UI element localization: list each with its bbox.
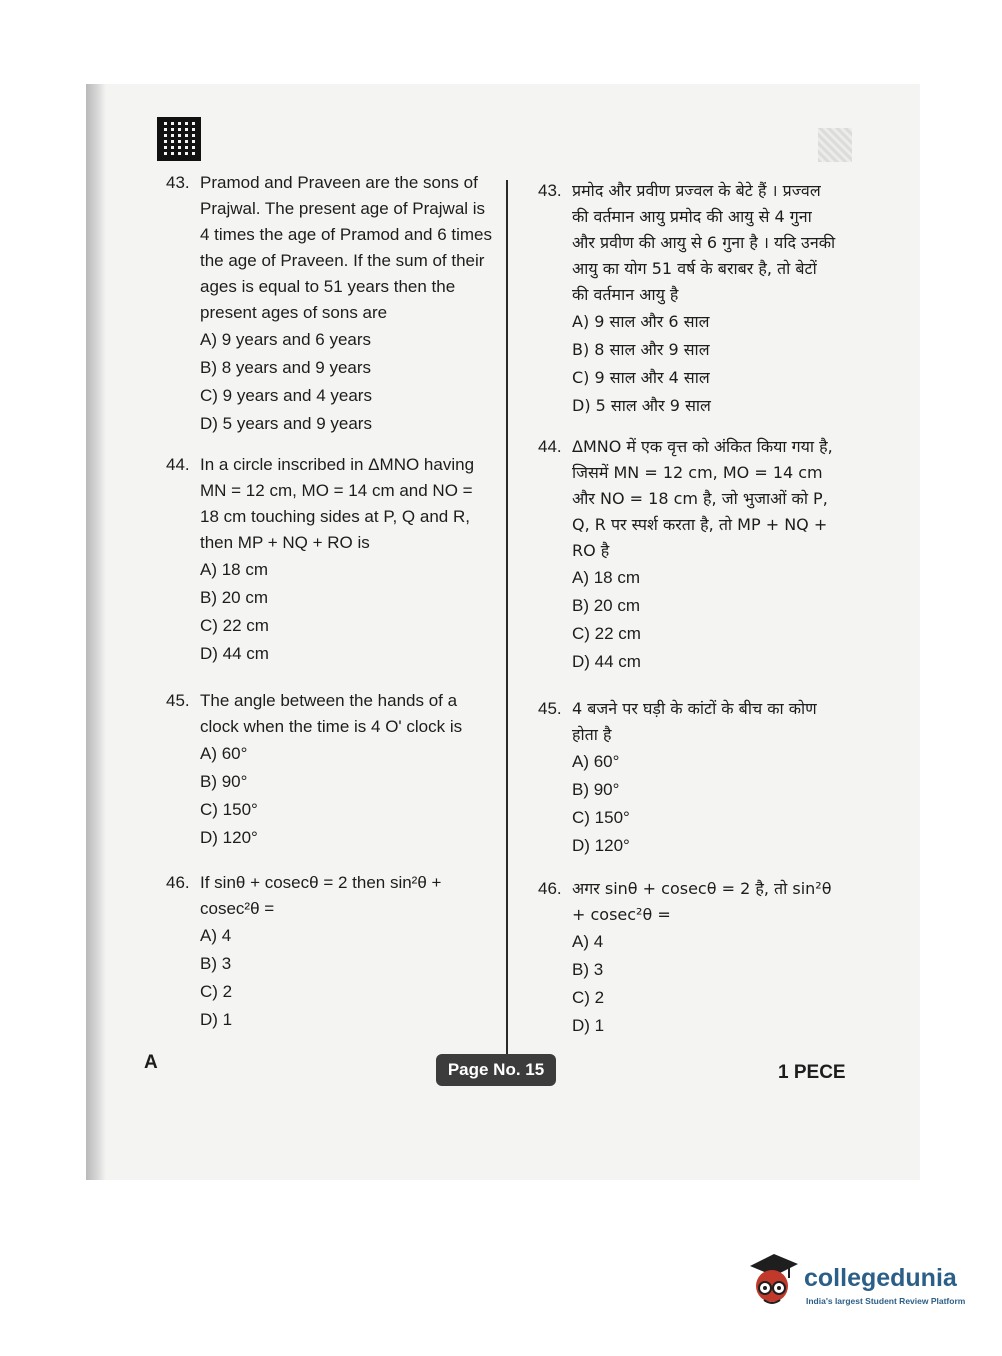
- english-column: [166, 170, 496, 1050]
- question-number: 46.: [538, 879, 562, 898]
- option-b: B) 8 साल और 9 साल: [572, 340, 710, 359]
- question-text: The angle between the hands of a clock when the time is 4 O' clock is: [200, 691, 463, 736]
- option-b: B) 8 years and 9 years: [200, 358, 372, 377]
- option-c: C) 2: [200, 982, 233, 1001]
- question-44-en: [166, 452, 496, 668]
- question-46-en: [166, 870, 496, 1034]
- option-d: D) 120°: [200, 828, 258, 847]
- faded-stamp-icon: [818, 128, 852, 162]
- brand-tagline: India's largest Student Review Platform: [806, 1296, 966, 1306]
- hindi-column: [538, 178, 838, 1056]
- question-text: अगर sinθ + cosecθ = 2 है, तो sin²θ + cosec²θ =: [572, 879, 832, 924]
- option-a: A) 18 cm: [572, 568, 641, 587]
- question-text: Pramod and Praveen are the sons of Prajwal. The present age of Prajwal is 4 times the age of Pramod and 6 times the age of Praveen. If the sum of their ages is equal to 51 years then the present ages of sons are: [200, 173, 492, 322]
- question-text: If sinθ + cosecθ = 2 then sin²θ + cosec²θ =: [200, 873, 442, 918]
- question-44-hi: [538, 434, 838, 676]
- booklet-section-label: A: [144, 1052, 158, 1073]
- option-d: D) 44 cm: [572, 652, 641, 671]
- collegedunia-watermark: [744, 1250, 970, 1320]
- question-45-hi: [538, 696, 838, 860]
- option-a: A) 4: [200, 926, 232, 945]
- option-c: C) 9 years and 4 years: [200, 386, 372, 405]
- option-d: D) 120°: [572, 836, 630, 855]
- question-number: 45.: [538, 699, 562, 718]
- question-text: 4 बजने पर घड़ी के कांटों के बीच का कोण होता है: [572, 699, 817, 744]
- option-b: B) 3: [572, 960, 604, 979]
- option-a: A) 4: [572, 932, 604, 951]
- option-b: B) 90°: [572, 780, 620, 799]
- option-a: A) 9 years and 6 years: [200, 330, 372, 349]
- question-text: प्रमोद और प्रवीण प्रज्वल के बेटे हैं । प्रज्वल की वर्तमान आयु प्रमोद की आयु से 4 गुना और प्रवीण की आयु से 6 गुना है । यदि उनकी आयु का योग 51 वर्ष के बराबर है, तो बेटों की वर्तमान आयु है: [572, 181, 836, 304]
- option-d: D) 44 cm: [200, 644, 269, 663]
- question-number: 43.: [538, 181, 562, 200]
- question-number: 45.: [166, 691, 190, 710]
- question-number: 46.: [166, 873, 190, 892]
- option-c: C) 9 साल और 4 साल: [572, 368, 710, 387]
- option-b: B) 20 cm: [200, 588, 269, 607]
- option-d: D) 5 years and 9 years: [200, 414, 372, 433]
- option-d: D) 1: [200, 1010, 233, 1029]
- question-number: 44.: [166, 455, 190, 474]
- question-45-en: [166, 688, 496, 852]
- paper-code: 1 PECE: [778, 1062, 846, 1083]
- option-c: C) 22 cm: [200, 616, 269, 635]
- option-a: A) 60°: [572, 752, 620, 771]
- option-b: B) 90°: [200, 772, 248, 791]
- qr-code-icon: [160, 120, 198, 158]
- graduate-mascot-icon: [744, 1250, 802, 1312]
- option-a: A) 9 साल और 6 साल: [572, 312, 710, 331]
- column-divider: [506, 180, 508, 1056]
- question-number: 43.: [166, 173, 190, 192]
- option-c: C) 2: [572, 988, 605, 1007]
- question-43-hi: [538, 178, 838, 420]
- brand-name: collegedunia: [804, 1264, 957, 1292]
- option-d: D) 1: [572, 1016, 605, 1035]
- option-c: C) 150°: [200, 800, 258, 819]
- option-d: D) 5 साल और 9 साल: [572, 396, 711, 415]
- option-a: A) 60°: [200, 744, 248, 763]
- option-b: B) 20 cm: [572, 596, 641, 615]
- question-text: In a circle inscribed in ΔMNO having MN = 12 cm, MO = 14 cm and NO = 18 cm touching sides at P, Q and R, then MP + NQ + RO is: [200, 455, 475, 552]
- question-46-hi: [538, 876, 838, 1040]
- question-text: ΔMNO में एक वृत्त को अंकित किया गया है, जिसमें MN = 12 cm, MO = 14 cm और NO = 18 cm है, जो भुजाओं को P, Q, R पर स्पर्श करता है, तो MP + NQ + RO है: [572, 437, 833, 560]
- option-c: C) 22 cm: [572, 624, 641, 643]
- option-a: A) 18 cm: [200, 560, 269, 579]
- option-b: B) 3: [200, 954, 232, 973]
- question-43-en: [166, 170, 496, 438]
- question-number: 44.: [538, 437, 562, 456]
- option-c: C) 150°: [572, 808, 630, 827]
- page-number-badge: Page No. 15: [436, 1054, 556, 1086]
- page-scan-edge: [86, 84, 106, 1180]
